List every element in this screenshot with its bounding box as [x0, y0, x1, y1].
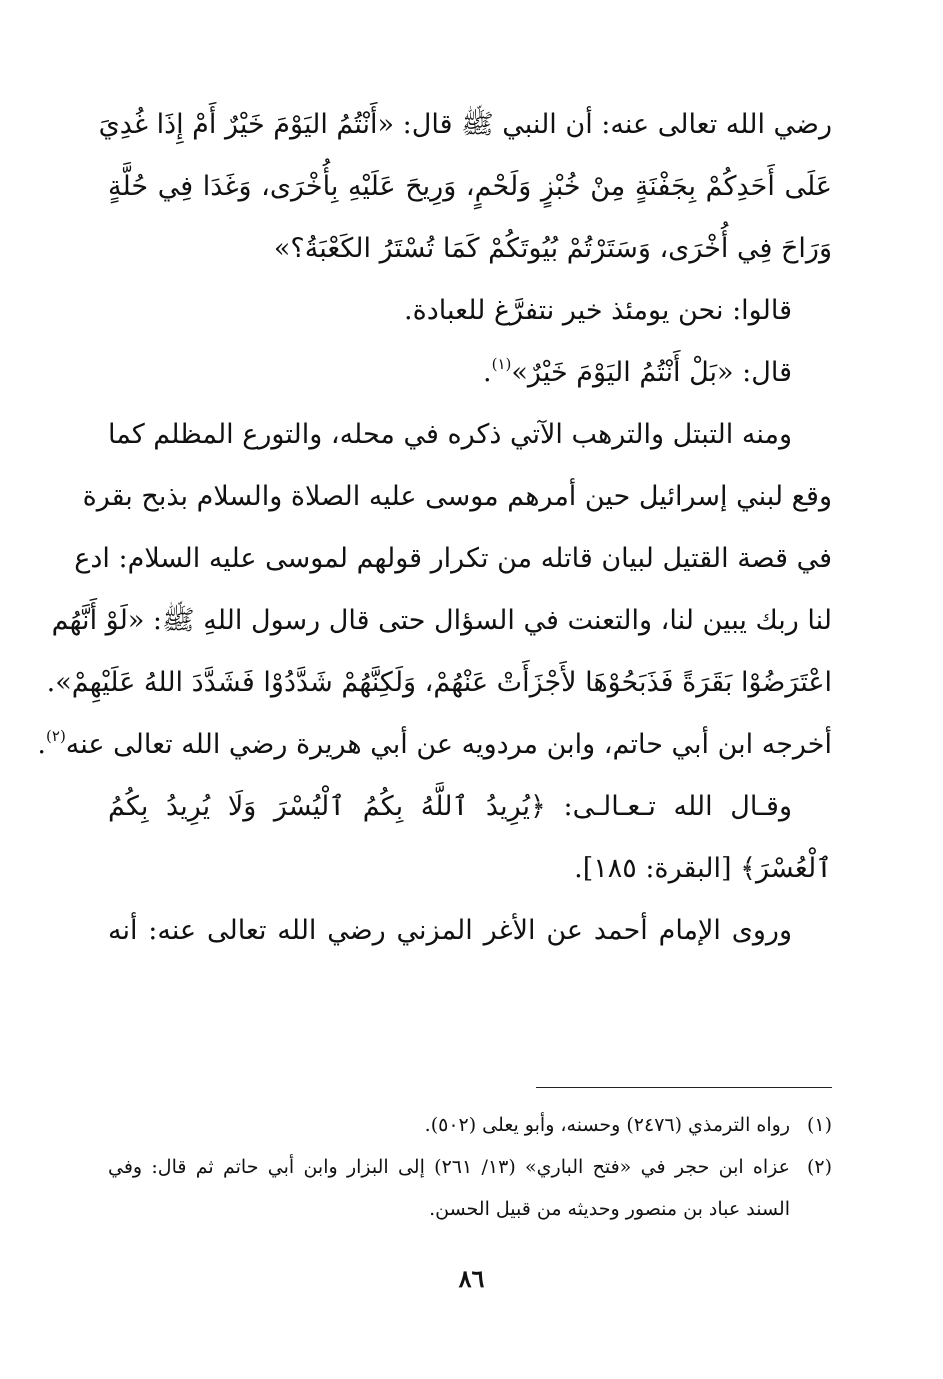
footnote-item [108, 1104, 832, 1146]
footnote-ref: (١) [491, 355, 512, 373]
body-line: قالوا: نحن يومئذ خير نتفرَّغ للعبادة. [404, 295, 792, 326]
footnote-ref: (٢) [46, 727, 66, 745]
body-line: وقع لبني إسرائيل حين أمرهم موسى عليه الصلاة والسلام بذبح بقرة [82, 481, 832, 512]
quran-line: وقـال الله تـعـالـى: ﴿يُرِيدُ ٱللَّهُ بِكُمُ ٱلْيُسْرَ وَلَا يُرِيدُ بِكُمُ [108, 791, 792, 822]
footnote-item [108, 1146, 832, 1230]
body-line: وروى الإمام أحمد عن الأغر المزني رضي الله تعالى عنه: أنه [108, 915, 792, 946]
body-line: عَلَى أَحَدِكُمْ بِجَفْنَةٍ مِنْ خُبْزٍ وَلَحْمٍ، وَرِيحَ عَلَيْهِ بِأُخْرَى، وَغَدَا فِي حُلَّةٍ [108, 171, 832, 202]
source-text: أخرجه ابن أبي حاتم، وابن مردويه عن أبي هريرة رضي الله تعالى عنه [65, 729, 832, 760]
main-text [37, 94, 832, 962]
footnote-number: (١) [806, 1114, 832, 1136]
footnote-text: عزاه ابن حجر في «فتح الباري» (١٣/ ٢٦١) إلى البزار وابن أبي حاتم ثم قال: وفي السند عباد بن منصور وحديثه من قبيل الحسن. [108, 1156, 790, 1220]
body-line [37, 714, 832, 776]
body-line [108, 342, 832, 404]
punctuation: . [483, 357, 492, 388]
body-line: في قصة القتيل لبيان قاتله من تكرار قولهم لموسى عليه السلام: ادع [74, 543, 832, 574]
body-line: وَرَاحَ فِي أُخْرَى، وَسَتَرْتُمْ بُيُوتَكُمْ كَمَا تُسْتَرُ الكَعْبَةُ؟» [273, 233, 832, 264]
body-line: لنا ربك يبين لنا، والتعنت في السؤال حتى قال رسول اللهِ ﷺ: «لَوْ أَنَّهُم [51, 605, 832, 636]
quran-line: ٱلْعُسْرَ﴾ [البقرة: ١٨٥]. [574, 853, 832, 884]
footnote-number: (٢) [806, 1156, 832, 1178]
footnotes [108, 1104, 832, 1230]
body-line: ومنه التبتل والترهب الآتي ذكره في محله، والتورع المظلم كما [108, 419, 792, 450]
body-line: اعْتَرَضُوْا بَقَرَةً فَذَبَحُوْهَا لأَجْزَأَتْ عَنْهُمْ، وَلَكِنَّهُمْ شَدَّدُوْا فَشَدَّدَ اللهُ عَلَيْهِمْ». [46, 667, 832, 698]
page-number: ٨٦ [458, 1264, 485, 1293]
punctuation: . [37, 729, 47, 760]
footnote-divider [536, 1087, 832, 1088]
quote-text: قال: «بَلْ أَنْتُمُ اليَوْمَ خَيْرٌ» [511, 357, 792, 388]
footnote-text: رواه الترمذي (٢٤٧٦) وحسنه، وأبو يعلى (٥٠٢). [424, 1114, 790, 1136]
body-line: رضي الله تعالى عنه: أن النبي ﷺ قال: «أَنْتُمُ اليَوْمَ خَيْرٌ أَمْ إِذَا غُدِيَ [98, 109, 832, 140]
